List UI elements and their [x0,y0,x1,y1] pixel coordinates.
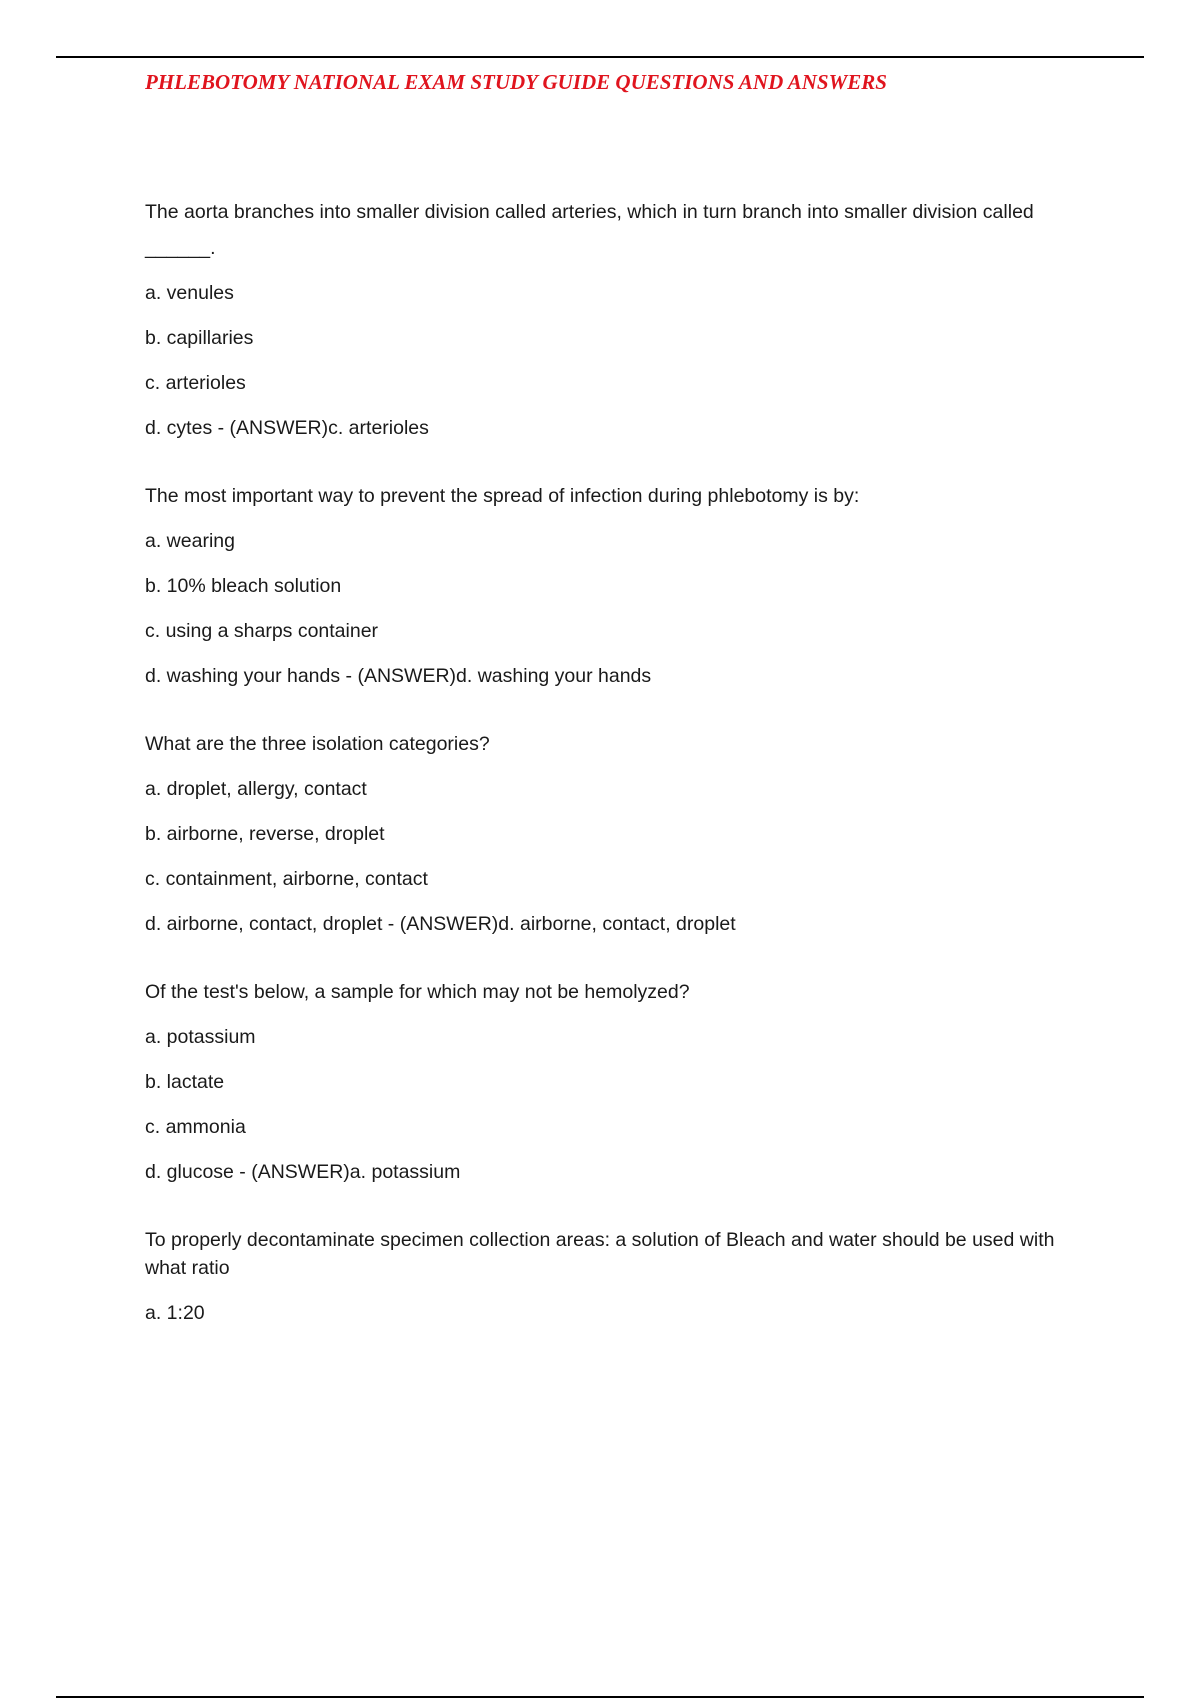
question-text: Of the test's below, a sample for which may not be hemolyzed? [145,981,690,1003]
question-block-5 [145,1226,1085,1327]
question-blank: ______. [145,237,216,259]
document-title: PHLEBOTOMY NATIONAL EXAM STUDY GUIDE QUESTIONS AND ANSWERS [145,70,887,94]
answer-option: a. droplet, allergy, contact [145,778,367,800]
question-block-3 [145,730,1085,938]
answer-option: b. capillaries [145,327,254,349]
answer-option: d. glucose - (ANSWER)a. potassium [145,1161,461,1183]
answer-option: c. using a sharps container [145,620,379,642]
answer-option: b. airborne, reverse, droplet [145,823,385,845]
answer-option: a. potassium [145,1026,256,1048]
question-block-4 [145,978,1085,1186]
question-text [145,198,1085,262]
answer-option: c. containment, airborne, contact [145,868,428,890]
question-block-1 [145,198,1085,442]
answer-option: a. venules [145,282,234,304]
question-block-2 [145,482,1085,690]
document-body [145,198,1085,1367]
answer-option: a. 1:20 [145,1302,205,1324]
answer-option: c. arterioles [145,372,246,394]
answer-option: b. lactate [145,1071,225,1093]
answer-option: b. 10% bleach solution [145,575,342,597]
question-text: What are the three isolation categories? [145,733,490,755]
answer-option: d. cytes - (ANSWER)c. arterioles [145,417,429,439]
answer-option: a. wearing [145,530,235,552]
footer-rule [56,1696,1144,1698]
answer-option: d. washing your hands - (ANSWER)d. washing your hands [145,665,652,687]
question-text: The most important way to prevent the spread of infection during phlebotomy is by: [145,485,860,507]
question-stem: The aorta branches into smaller division called arteries, which in turn branch into smaller division called [145,201,1034,223]
answer-option: d. airborne, contact, droplet - (ANSWER)d. airborne, contact, droplet [145,913,736,935]
question-text: To properly decontaminate specimen collection areas: a solution of Bleach and water should be used with what ratio [145,1229,1055,1279]
header-rule [56,56,1144,58]
answer-option: c. ammonia [145,1116,246,1138]
